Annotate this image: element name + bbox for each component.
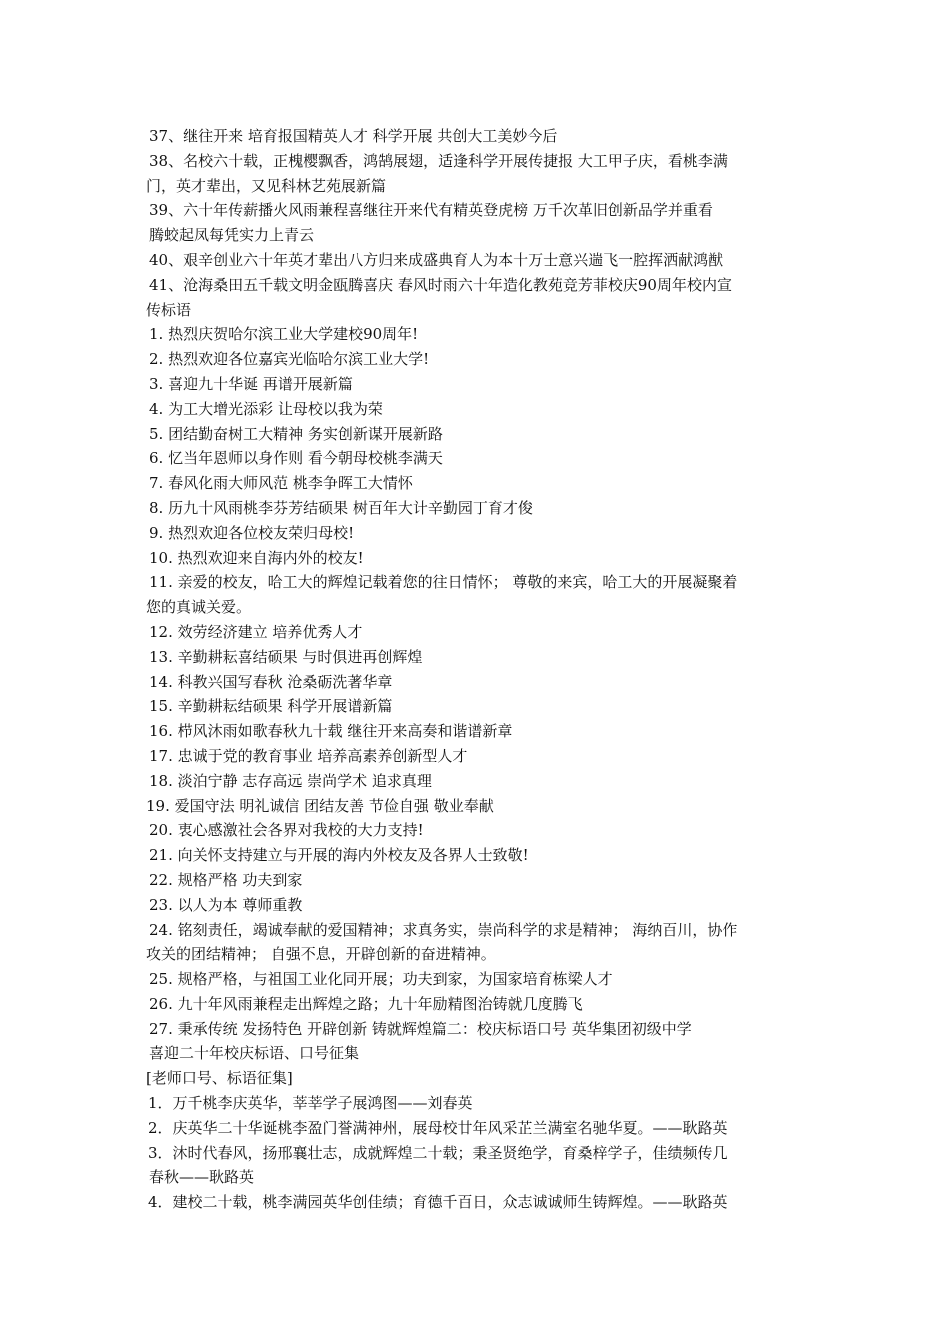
text-line: 3. 喜迎九十华诞 再谱开展新篇 bbox=[149, 374, 353, 393]
text-line: 2. 热烈欢迎各位嘉宾光临哈尔滨工业大学! bbox=[149, 350, 430, 369]
text-line: 您的真诚关爱。 bbox=[146, 598, 252, 617]
text-line: 13. 辛勤耕耘喜结硕果 与时俱进再创辉煌 bbox=[149, 647, 423, 666]
text-line: 12. 效劳经济建立 培养优秀人才 bbox=[149, 622, 363, 641]
text-line: 26. 九十年风雨兼程走出辉煌之路；九十年励精图治铸就几度腾飞 bbox=[149, 994, 583, 1013]
text-line: 38、名校六十载，正槐樱飘香，鸿鹄展翅，适逢科学开展传捷报 大工甲子庆，看桃李满 bbox=[149, 151, 728, 170]
text-line: 23. 以人为本 尊师重教 bbox=[149, 895, 303, 914]
text-line: 37、继往开来 培育报国精英人才 科学开展 共创大工美妙今后 bbox=[149, 127, 558, 145]
text-line: 10. 热烈欢迎来自海内外的校友! bbox=[149, 548, 364, 567]
text-line: 17. 忠诚于党的教育事业 培养高素养创新型人才 bbox=[149, 746, 468, 765]
text-line: 6. 忆当年恩师以身作则 看今朝母校桃李满天 bbox=[149, 449, 443, 468]
text-line: 2．庆英华二十华诞桃李盈门誉满神州，展母校廿年风采芷兰满室名驰华夏。——耿路英 bbox=[148, 1118, 728, 1137]
text-line: 9. 热烈欢迎各位校友荣归母校! bbox=[149, 523, 355, 542]
text-line: 喜迎二十年校庆标语、口号征集 bbox=[149, 1044, 360, 1063]
text-line: 1. 热烈庆贺哈尔滨工业大学建校90周年! bbox=[149, 325, 419, 344]
text-line: 15. 辛勤耕耘结硕果 科学开展谱新篇 bbox=[149, 697, 393, 716]
text-line: 3．沐时代春风，扬邢襄壮志，成就辉煌二十载；秉圣贤绝学，育桑梓学子，佳绩频传几 bbox=[148, 1143, 728, 1162]
text-line: 22. 规格严格 功夫到家 bbox=[149, 870, 303, 889]
text-line: 14. 科教兴国写春秋 沧桑砺洗著华章 bbox=[149, 672, 393, 691]
text-line: 18. 淡泊宁静 志存高远 崇尚学术 追求真理 bbox=[149, 771, 432, 790]
text-line: 20. 衷心感激社会各界对我校的大力支持! bbox=[149, 821, 424, 840]
text-line: [老师口号、标语征集] bbox=[146, 1069, 293, 1088]
text-line: 25. 规格严格，与祖国工业化同开展；功夫到家，为国家培育栋梁人才 bbox=[149, 970, 613, 989]
text-line: 4. 为工大增光添彩 让母校以我为荣 bbox=[149, 399, 383, 418]
text-line: 7. 春风化雨大师风范 桃李争晖工大情怀 bbox=[149, 474, 413, 493]
text-line: 春秋——耿路英 bbox=[149, 1168, 255, 1187]
text-line: 19. 爱国守法 明礼诚信 团结友善 节俭自强 敬业奉献 bbox=[146, 796, 494, 815]
text-line: 11. 亲爱的校友，哈工大的辉煌记载着您的往日情怀； 尊敬的来宾，哈工大的开展凝聚着 bbox=[149, 573, 738, 592]
text-line: 16. 栉风沐雨如歌春秋九十载 继往开来高奏和谐谱新章 bbox=[149, 722, 513, 741]
text-line: 21. 向关怀支持建立与开展的海内外校友及各界人士致敬! bbox=[149, 846, 529, 865]
text-line: 24. 铭刻责任，竭诚奉献的爱国精神；求真务实，崇尚科学的求是精神； 海纳百川，协作 bbox=[149, 920, 738, 939]
document-body bbox=[146, 124, 810, 1215]
text-line: 40、艰辛创业六十年英才辈出八方归来成盛典育人为本十万士意兴遄飞一腔挥洒献鸿猷 bbox=[149, 250, 724, 269]
text-line: 27. 秉承传统 发扬特色 开辟创新 铸就辉煌篇二：校庆标语口号 英华集团初级中学 bbox=[149, 1019, 692, 1038]
text-line: 8. 历九十风雨桃李芬芳结硕果 树百年大计辛勤园丁育才俊 bbox=[149, 498, 533, 517]
text-line: 4．建校二十载，桃李满园英华创佳绩；育德千百日，众志诚诚师生铸辉煌。——耿路英 bbox=[148, 1193, 728, 1212]
text-line: 攻关的团结精神； 自强不息，开辟创新的奋进精神。 bbox=[146, 945, 496, 964]
text-line: 传标语 bbox=[146, 300, 192, 319]
text-line: 1．万千桃李庆英华，莘莘学子展鸿图——刘春英 bbox=[148, 1094, 473, 1113]
text-line: 41、沧海桑田五千载文明金瓯腾喜庆 春风时雨六十年造化教苑竞芳菲校庆90周年校内宣 bbox=[149, 275, 732, 294]
text-line: 39、六十年传薪播火风雨兼程喜继往开来代有精英登虎榜 万千次革旧创新品学并重看 bbox=[149, 201, 713, 220]
text-line: 腾蛟起凤每凭实力上青云 bbox=[149, 226, 315, 245]
text-line: 门，英才辈出，又见科林艺苑展新篇 bbox=[146, 176, 387, 195]
text-line: 5. 团结勤奋树工大精神 务实创新谋开展新路 bbox=[149, 424, 443, 443]
